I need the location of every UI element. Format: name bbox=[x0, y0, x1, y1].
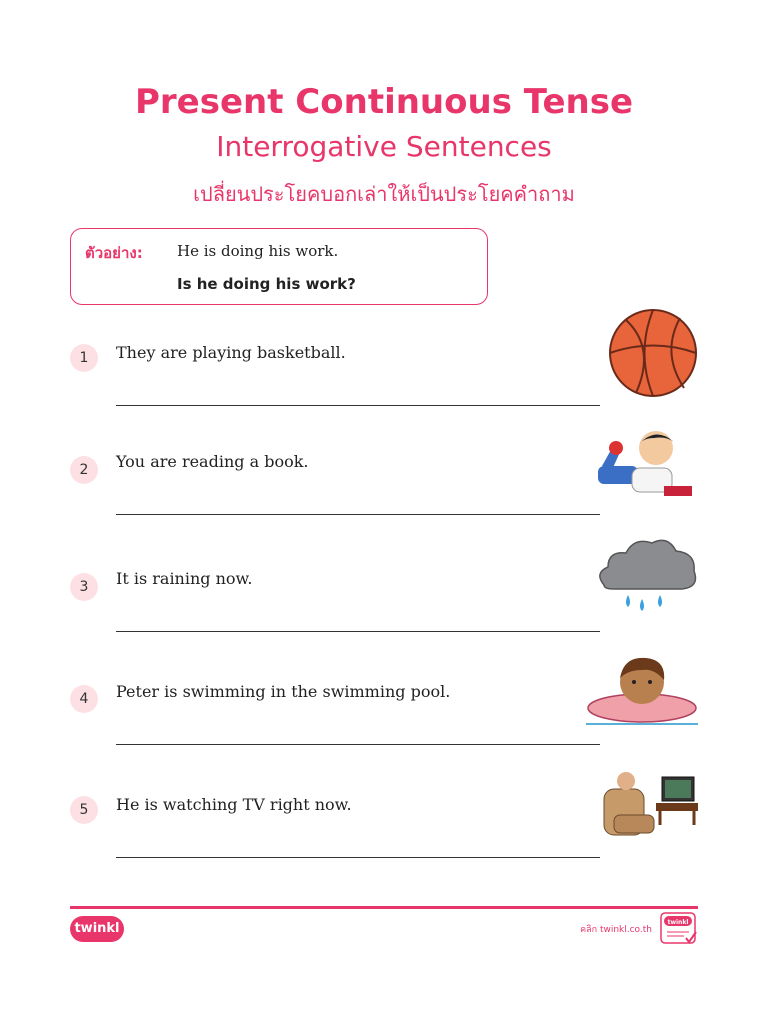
question-text: They are playing basketball. bbox=[116, 343, 346, 362]
question-text: It is raining now. bbox=[116, 569, 253, 588]
boy-reading-icon bbox=[594, 426, 700, 506]
instruction: เปลี่ยนประโยคบอกเล่าให้เป็นประโยคคำถาม bbox=[193, 182, 575, 206]
answer-line[interactable] bbox=[116, 631, 600, 632]
footer-divider bbox=[70, 906, 698, 909]
boy-swimming-icon bbox=[584, 652, 700, 728]
question-number: 1 bbox=[70, 344, 98, 372]
question-number: 3 bbox=[70, 573, 98, 601]
question-text: You are reading a book. bbox=[116, 452, 309, 471]
example-answer: Is he doing his work? bbox=[177, 275, 356, 293]
example-sentence: He is doing his work. bbox=[177, 242, 339, 260]
answer-line[interactable] bbox=[116, 514, 600, 515]
quality-badge bbox=[660, 912, 698, 946]
answer-line[interactable] bbox=[116, 744, 600, 745]
footer-link[interactable]: คลิก twinkl.co.th bbox=[580, 925, 652, 935]
page-subtitle: Interrogative Sentences bbox=[216, 130, 552, 163]
question-number: 5 bbox=[70, 796, 98, 824]
answer-line[interactable] bbox=[116, 405, 600, 406]
twinkl-logo[interactable]: twinkl bbox=[70, 916, 124, 942]
badge-text: twinkl bbox=[667, 919, 689, 926]
page-title: Present Continuous Tense bbox=[134, 82, 634, 122]
example-label: ตัวอย่าง: bbox=[85, 244, 143, 262]
basketball-icon bbox=[606, 308, 700, 398]
question-number: 2 bbox=[70, 456, 98, 484]
question-number: 4 bbox=[70, 685, 98, 713]
example-box bbox=[70, 228, 488, 305]
rain-cloud-icon bbox=[594, 533, 700, 613]
man-watching-tv-icon bbox=[600, 767, 700, 843]
answer-line[interactable] bbox=[116, 857, 600, 858]
question-text: Peter is swimming in the swimming pool. bbox=[116, 682, 451, 701]
question-text: He is watching TV right now. bbox=[116, 795, 352, 814]
